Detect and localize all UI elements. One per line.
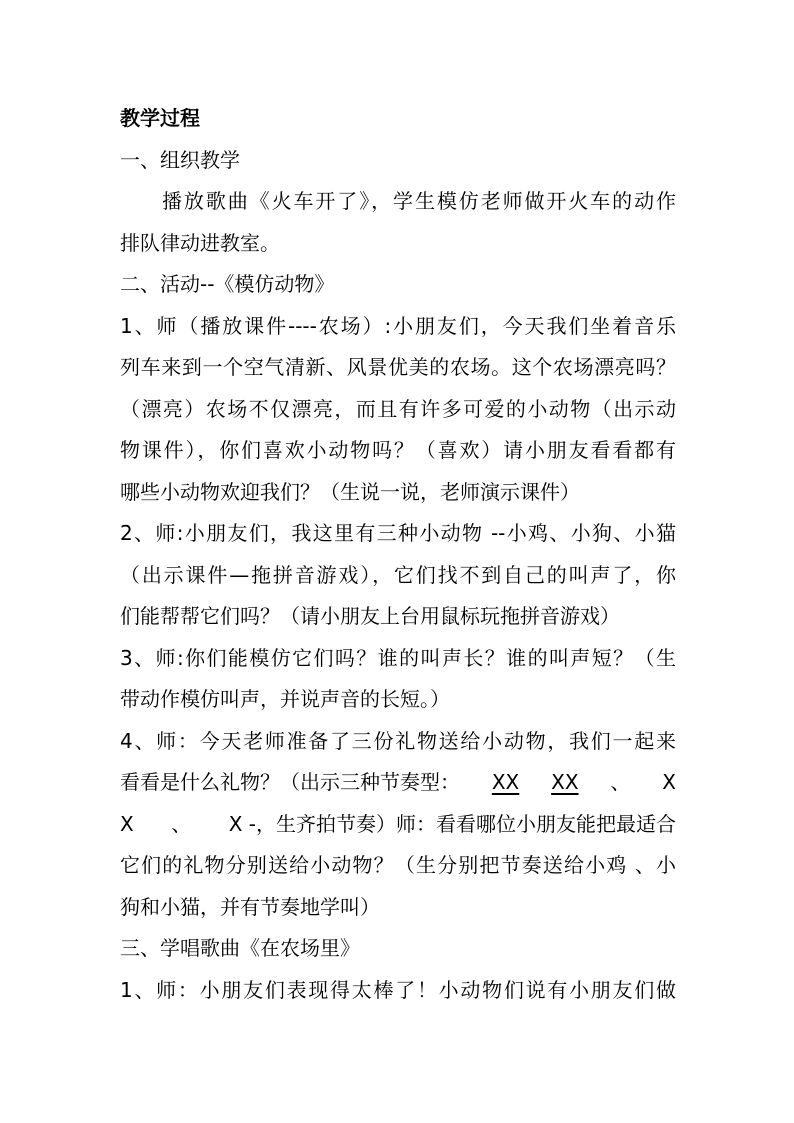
rhythm-pattern: XX bbox=[551, 770, 579, 794]
section-2-heading: 二、活动--《模仿动物》 bbox=[120, 272, 335, 296]
rhythm-separator: 、 bbox=[610, 770, 631, 794]
paragraph-line: 播放歌曲《火车开了》，学生模仿老师做开火车的动作 bbox=[162, 189, 676, 213]
paragraph-line: 们能帮帮它们吗？（请小朋友上台用鼠标玩拖拼音游戏） bbox=[120, 604, 620, 628]
paragraph-line: 狗和小猫，并有节奏地学叫） bbox=[120, 894, 380, 919]
paragraph-line: 3、师:你们能模仿它们吗？谁的叫声长？谁的叫声短？（生 bbox=[120, 645, 676, 670]
paragraph-line: （出示课件—拖拼音游戏），它们找不到自己的叫声了，你 bbox=[120, 562, 676, 587]
section-1-heading: 一、组织教学 bbox=[120, 147, 240, 172]
paragraph-line: 带动作模仿叫声，并说声音的长短。） bbox=[120, 687, 450, 711]
rhythm-pattern: XX bbox=[491, 770, 520, 794]
rhythm-separator: 、 bbox=[171, 811, 192, 836]
page-title: 教学过程 bbox=[120, 106, 200, 130]
section-3-heading: 三、学唱歌曲《在农场里》 bbox=[120, 936, 360, 960]
paragraph-line: （漂亮）农场不仅漂亮，而且有许多可爱的小动物（出示动 bbox=[120, 396, 676, 421]
paragraph-line: 物课件），你们喜欢小动物吗？（喜欢）请小朋友看看都有 bbox=[120, 438, 676, 462]
rhythm-rest-text: X -，生齐拍节奏）师：看看哪位小朋友能把最适合 bbox=[228, 811, 676, 836]
rhythm-line-1 bbox=[120, 762, 676, 804]
paragraph-line: 哪些小动物欢迎我们？（生说一说，老师演示课件） bbox=[120, 479, 580, 504]
paragraph-line: 排队律动进教室。 bbox=[120, 230, 280, 255]
paragraph-line: 列车来到一个空气清新、风景优美的农场。这个农场漂亮吗？ bbox=[120, 355, 676, 379]
rhythm-pattern: X bbox=[120, 811, 134, 836]
paragraph-line: 1、师：小朋友们表现得太棒了！小动物们说有小朋友们做 bbox=[120, 977, 676, 1002]
paragraph-line: 2、师:小朋友们，我这里有三种小动物 --小鸡、小狗、小猫 bbox=[120, 521, 676, 545]
rhythm-pattern: X bbox=[662, 770, 676, 794]
rhythm-line-2 bbox=[120, 804, 676, 846]
paragraph-line: 4、师：今天老师准备了三份礼物送给小动物，我们一起来 bbox=[120, 728, 676, 753]
paragraph-line: 1、师（播放课件----农场）:小朋友们，今天我们坐着音乐 bbox=[120, 313, 676, 338]
paragraph-line: 它们的礼物分别送给小动物？（生分别把节奏送给小鸡 、小 bbox=[120, 853, 676, 877]
document-page bbox=[120, 98, 676, 1011]
rhythm-prefix: 看看是什么礼物？（出示三种节奏型： bbox=[120, 770, 460, 794]
